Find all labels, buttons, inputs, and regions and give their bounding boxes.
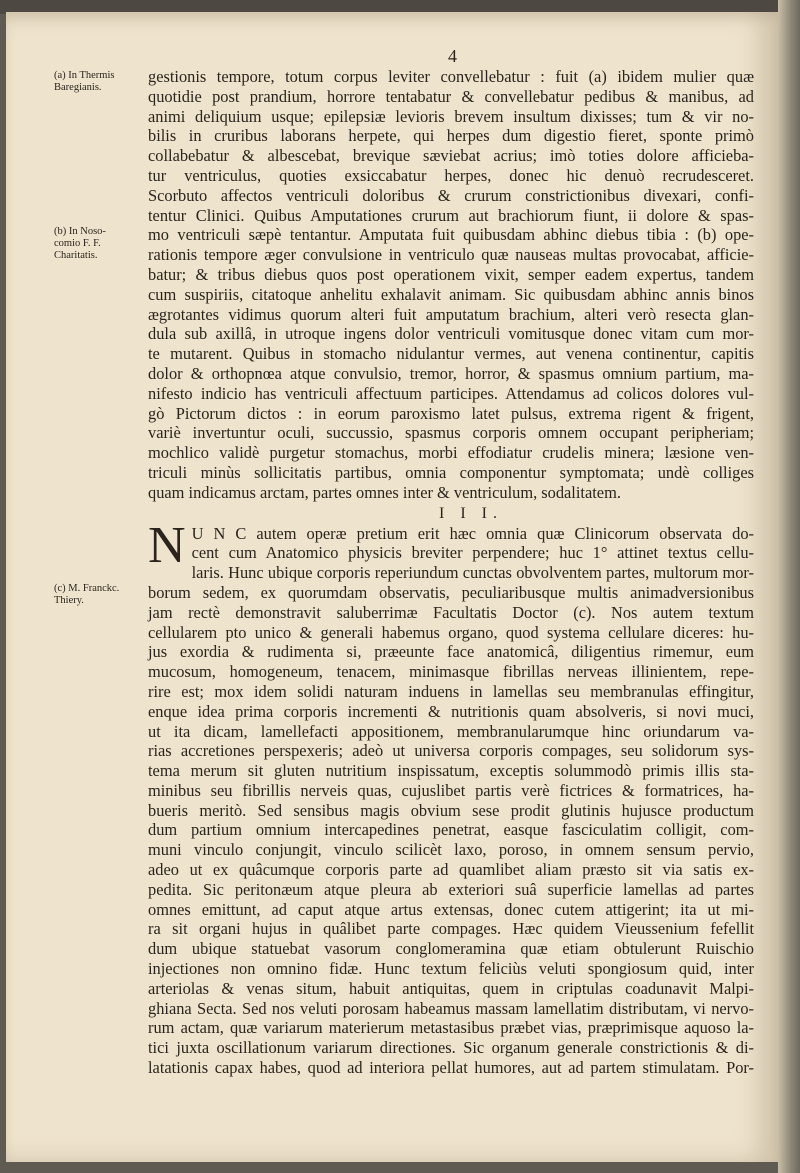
side-note-line: Thiery.	[54, 595, 84, 606]
text-line: arteriolas & venas situm, habuit antiquitas, quem in criptulas coadunavit Malpi-	[148, 978, 754, 998]
text-line: rire est; mox idem solidi naturam induens in lamellas seu membranulas effingitur,	[148, 681, 754, 701]
text-line: tema merum sit gluten nutritium inspissatum, exceptis solummodò primis illis sta-	[148, 761, 754, 781]
side-note-b	[54, 226, 146, 262]
text-line: enque idea prima corporis incrementi & nutritionis quam absolveris, si novi muci,	[148, 701, 754, 721]
text-line: pedita. Sic peritonæum atque pleura ab exteriori suâ superficie lamellas ad partes	[148, 879, 754, 899]
text-line: ut ita dicam, lamellefacti appositionem, membranularumque hinc oriundarum va-	[148, 721, 754, 741]
text-line: borum sedem, ex quorumdam observatis, peculiaribusque multis animadversionibus	[148, 582, 754, 602]
drop-cap: N	[148, 516, 186, 574]
side-note-line: (b) In Noso-	[54, 226, 106, 237]
page-number: 4	[448, 46, 457, 66]
text-line: mochlico validè purgetur stomachus, morbi effodiatur crudelis minera; læsione ven-	[148, 443, 754, 463]
text-line: quotidie post prandium, horrore tentabatur & convellebatur pedibus & manibus, ad	[148, 86, 754, 106]
text-line: ægrotantes vidimus quorum alteri fuit amputatum brachium, alteri verò resecta glan-	[148, 304, 754, 324]
text-line: ra sit organi hujus in quâlibet parte compages. Hæc quidem Vieussenium fefellit	[148, 919, 754, 939]
text-line: jus exordia & rudimenta si, præeunte face anatomicâ, diligentius rimemur, eum	[148, 642, 754, 662]
text-line: latationis capax habes, quod ad interiora pellat humores, aut ad partem stimulatam. Por-	[148, 1058, 754, 1078]
text-line: animi deliquium usque; epilepsiæ levioris brevem insultum dixisses; tum & vir no-	[148, 106, 754, 126]
text-line: collabebatur & albescebat, brevique sæviebat acrius; imò toties dolore afficieba-	[148, 146, 754, 166]
text-line: variè invertuntur oculi, succussio, spasmus corporis omnem occupant peripheriam;	[148, 423, 754, 443]
text-line: U N C autem operæ pretium erit hæc omnia quæ Clinicorum observata do-	[191, 523, 754, 543]
side-note-c	[54, 583, 146, 607]
text-line: tentur Clinici. Quibus Amputationes crurum aut brachiorum fiunt, ii dolore & spas-	[148, 205, 754, 225]
text-line: adeo ut ex quâcumque corporis parte ad quamlibet aliam præsto sit via satis ex-	[148, 860, 754, 880]
main-text	[148, 67, 754, 1078]
text-line: rias accretiones perspexeris; adeò ut universa corporis compages, seu solidorum sys-	[148, 741, 754, 761]
text-line: te mutarent. Quibus in stomacho nidulantur vermes, aut venena continentur, capitis	[148, 344, 754, 364]
text-line: dum partium omnium intercapedines penetrat, easque fasciculatim colligit, com-	[148, 820, 754, 840]
book-gutter	[778, 0, 800, 1173]
text-line: cum suspiriis, citatoque anhelitu exhalavit animam. Sic quibusdam abhinc annis binos	[148, 284, 754, 304]
text-line: bilis in cruribus laborans herpete, qui herpes dum digestio fieret, sponte primò	[148, 126, 754, 146]
text-line: dolor & orthopnœa atque convulsio, tremor, horror, & spasmus omnium partium, ma-	[148, 363, 754, 383]
text-line: muni vinculo conjungit, vinculo scilicèt laxo, poroso, in omnem sensum pervio,	[148, 840, 754, 860]
text-line: ghiana Secta. Sed nos veluti porosam habeamus massam lamellatim distributam, vi nervo-	[148, 998, 754, 1018]
text-line: rum actam, quæ variarum materierum metastasibus præbet vias, præprimisque aquoso la-	[148, 1018, 754, 1038]
paragraph-continued	[148, 67, 754, 503]
text-line: dum ubique statuebat vasorum conglomeramina quæ etiam obtulerunt Ruischio	[148, 939, 754, 959]
text-line: mo ventriculi sæpè tentantur. Amputata fuit quibusdam abhinc diebus tibia : (b) ope-	[148, 225, 754, 245]
text-line: bueris meritò. Sed sensibus magis obvium sese prodit glutinis hujusce productum	[148, 800, 754, 820]
text-line: injectiones non omnino fidæ. Hunc textum feliciùs veluti spongiosum quid, inter	[148, 959, 754, 979]
text-line: cent cum Anatomico physicis breviter perpendere; huc 1° attinet textus cellu-	[191, 543, 754, 563]
text-line: tici juxta oscillationum variarum directiones. Sic organum generale constrictionis & di-	[148, 1038, 754, 1058]
side-note-line: comio F. F.	[54, 238, 101, 249]
text-line: minibus seu fibrillis nerveis quas, cujuslibet partis verè fictrices & formatrices, ha-	[148, 780, 754, 800]
text-line: cellularem pto unico & generali habemus organo, quod systema cellulare diceres: hu-	[148, 622, 754, 642]
text-line: laris. Hunc ubique corporis reperiundum cunctas obvolventem partes, multorum mor-	[191, 563, 754, 583]
side-note-line: Charitatis.	[54, 250, 98, 261]
text-line: jam rectè demonstravit saluberrimæ Facultatis Doctor (c). Nos autem textum	[148, 602, 754, 622]
text-line: omnes emittunt, ad caput atque artus extensas, donec cutem attigerint; ita ut mi-	[148, 899, 754, 919]
side-note-line: Baregianis.	[54, 82, 102, 93]
side-note-line: (c) M. Franckc.	[54, 583, 120, 594]
text-line: quam indicamus arctam, partes omnes inter & ventriculum, sodalitatem.	[148, 482, 621, 502]
paragraph-section-start	[148, 516, 754, 1078]
text-line: tur ventriculus, quoties exsiccabatur herpes, donec hic denuò recrudesceret.	[148, 165, 754, 185]
text-line: triculi minùs sollicitatis partibus, omnia componentur symptomata; undè colliges	[148, 462, 754, 482]
side-note-a	[54, 70, 146, 94]
text-line: gò Pictorum dictos : in eorum paroxismo latet pulsus, extrema rigent & frigent,	[148, 403, 754, 423]
text-line: rationis tempore æger convulsione in ventriculo quæ nauseas multas provocabat, afficie-	[148, 245, 754, 265]
side-note-line: (a) In Thermis	[54, 70, 115, 81]
text-line: batur; & tribus diebus quos post operationem vixit, semper eadem expertus, tandem	[148, 264, 754, 284]
text-line: Scorbuto affectos ventriculi doloribus & crurum constrictionibus divexari, confi-	[148, 185, 754, 205]
text-line: nifesto indicio has ventriculi affectuum participes. Attendamus ad colicos dolores vul-	[148, 383, 754, 403]
text-line: mucosum, homogeneum, tenacem, minimasque fibrillas nerveas illinientem, repe-	[148, 662, 754, 682]
text-line: gestionis tempore, totum corpus leviter convellebatur : fuit (a) ibidem mulier quæ	[148, 67, 754, 86]
text-line: dula sub axillâ, in utroque ingens dolor ventriculi vomitusque donec vitam cum mor-	[148, 324, 754, 344]
section-heading: I I I.	[439, 504, 503, 522]
paragraph-body	[148, 563, 754, 1078]
